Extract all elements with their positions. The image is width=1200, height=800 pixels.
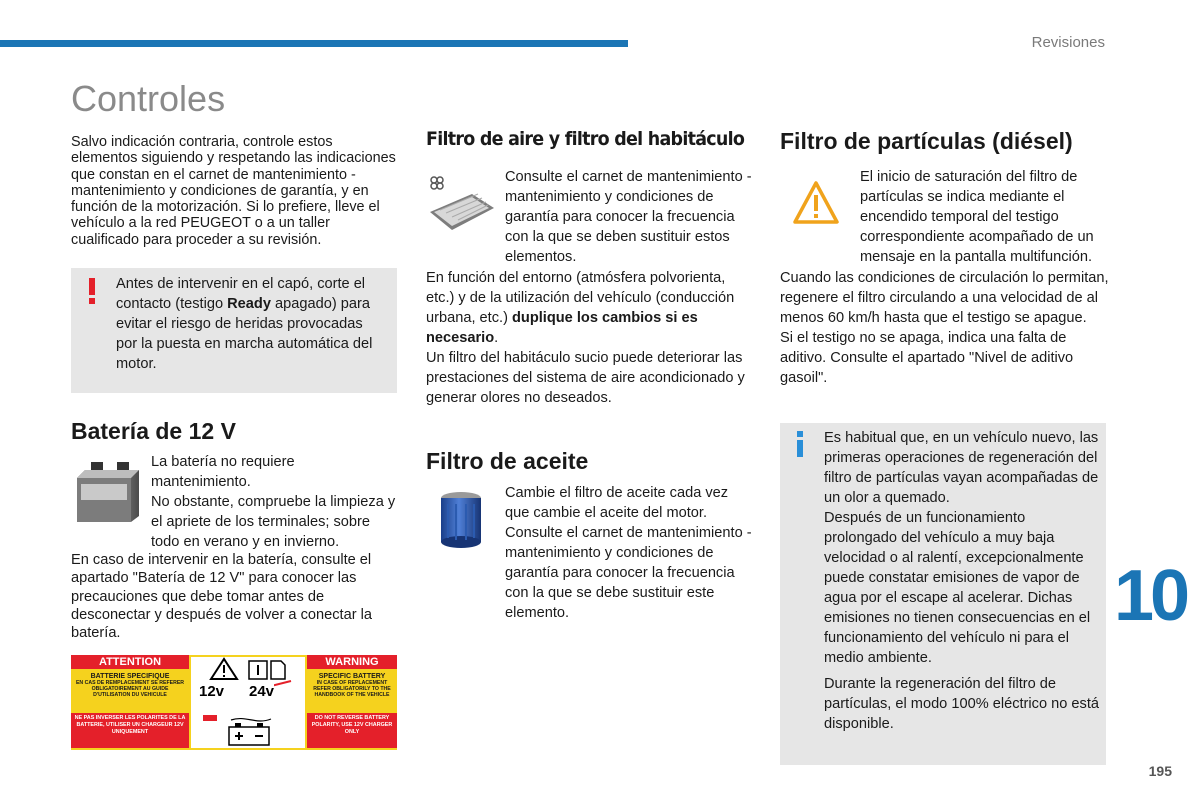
battery-text-2: No obstante, compruebe la limpieza y el apriete de los terminales; sobre todo en verano y en invierno.	[151, 494, 396, 550]
air-filter-text-3: Un filtro del habitáculo sucio puede deteriorar las prestaciones del sistema de aire acondicionado y generar olores no deseados.	[426, 350, 745, 406]
label-right-text: IN CASE OF REPLACEMENT REFER OBLIGATORILY TO THE HANDBOOK OF THE VEHICLE	[313, 680, 391, 698]
oil-filter-text-2: Consulte el carnet de mantenimiento - mantenimiento y condiciones de garantía para conocer la frecuencia con la que se debe sustituir este elemento.	[505, 525, 752, 621]
header-bar	[0, 40, 628, 47]
oil-filter-title: Filtro de aceite	[426, 448, 589, 474]
air-filter-title: Filtro de aire y filtro del habitáculo	[426, 128, 745, 150]
oil-filter-text-1: Cambie el filtro de aceite cada vez que cambie el aceite del motor.	[505, 485, 729, 521]
chapter-number: 10	[1114, 556, 1187, 636]
info-note	[780, 423, 1106, 765]
exclamation-icon	[86, 278, 98, 304]
warning-triangle-icon	[792, 180, 840, 226]
label-center-graphic	[191, 657, 305, 748]
battery-side-text	[151, 452, 396, 552]
label-left-red: NE PAS INVERSER LES POLARITES DE LA BATTERIE, UTILISER UN CHARGEUR 12V UNIQUEMENT	[71, 713, 189, 748]
info-note-text-1: Es habitual que, en un vehículo nuevo, las primeras operaciones de regeneración del filtro de partículas vayan acompañadas de un olor a quemado.	[824, 430, 1099, 506]
label-warning: WARNING	[307, 655, 397, 669]
air-filter-text-2: En función del entorno (atmósfera polvorienta, etc.) y de la utilización del vehículo (conducción urbana, etc.) duplique los cambios si es necesario.	[426, 270, 735, 346]
info-note-text-2: Después de un funcionamiento prolongado del vehículo a muy baja velocidad o al ralentí, excepcionalmente puede constatar emisiones de vapor de agua por el escape al acelerar. Dichas emisiones no tienen consecuencias en el funcionamiento del vehículo ni para el medio ambiente.	[824, 510, 1091, 666]
warning-note	[71, 268, 397, 393]
intro-section	[71, 134, 396, 248]
particle-filter-text-2: Cuando las condiciones de circulación lo permitan, regenere el filtro circulando a una velocidad de al menos 60 km/h hasta que el testigo se apague.	[780, 270, 1109, 326]
label-24v: 24v	[249, 683, 275, 700]
battery-warning-label	[71, 655, 397, 750]
battery-icon	[73, 458, 143, 524]
air-filter-text-1: Consulte el carnet de mantenimiento - mantenimiento y condiciones de garantía para conocer la frecuencia con la que se deben sustituir estos elementos.	[505, 169, 752, 265]
label-right-title: SPECIFIC BATTERY	[318, 673, 386, 680]
page-number: 195	[1148, 763, 1172, 779]
particle-filter-title: Filtro de partículas (diésel)	[780, 128, 1073, 154]
cabin-filter-icon	[426, 172, 496, 234]
label-attention: ATTENTION	[71, 655, 189, 669]
particle-filter-text-1: El inicio de saturación del filtro de partículas se indica mediante el encendido temporal del testigo correspondiente acompañado de un mensaje en la pantalla multifunción.	[860, 169, 1094, 265]
oil-filter-icon	[436, 490, 486, 550]
label-right-red: DO NOT REVERSE BATTERY POLARITY, USE 12V CHARGER ONLY	[307, 713, 397, 748]
warning-note-text: Antes de intervenir en el capó, corte el contacto (testigo Ready apagado) para evitar el riesgo de heridas provocadas por la puesta en marcha automática del motor.	[116, 276, 373, 372]
section-name: Revisiones	[1031, 34, 1105, 51]
label-left-text: EN CAS DE REMPLACEMENT SE REFERER OBLIGATOIREMENT AU GUIDE D'UTILISATION DU VEHICULE	[75, 680, 185, 698]
info-icon	[794, 431, 806, 457]
battery-text-3: En caso de intervenir en la batería, consulte el apartado "Batería de 12 V" para conocer las precauciones que debe tomar antes de desconectar y después de volver a conectar la batería.	[71, 552, 372, 642]
battery-title: Batería de 12 V	[71, 418, 236, 444]
intro-text: Salvo indicación contraria, controle estos elementos siguiendo y respetando las indicaciones que constan en el carnet de mantenimiento - mantenimiento y condiciones de garantía, y en función de la motorización. Si lo prefiere, lleve el vehículo a la red PEUGEOT o a un taller cualificado para proceder a su revisión.	[71, 134, 396, 248]
page-title: Controles	[71, 78, 226, 119]
label-12v: 12v	[199, 683, 225, 700]
particle-filter-text-3: Si el testigo no se apaga, indica una falta de aditivo. Consulte el apartado "Nivel de aditivo gasoil".	[780, 330, 1074, 386]
label-left-title: BATTERIE SPECIFIQUE	[90, 673, 170, 680]
info-note-text-3: Durante la regeneración del filtro de partículas, el modo 100% eléctrico no está disponible.	[824, 676, 1100, 732]
battery-text-1: La batería no requiere mantenimiento.	[151, 454, 295, 490]
